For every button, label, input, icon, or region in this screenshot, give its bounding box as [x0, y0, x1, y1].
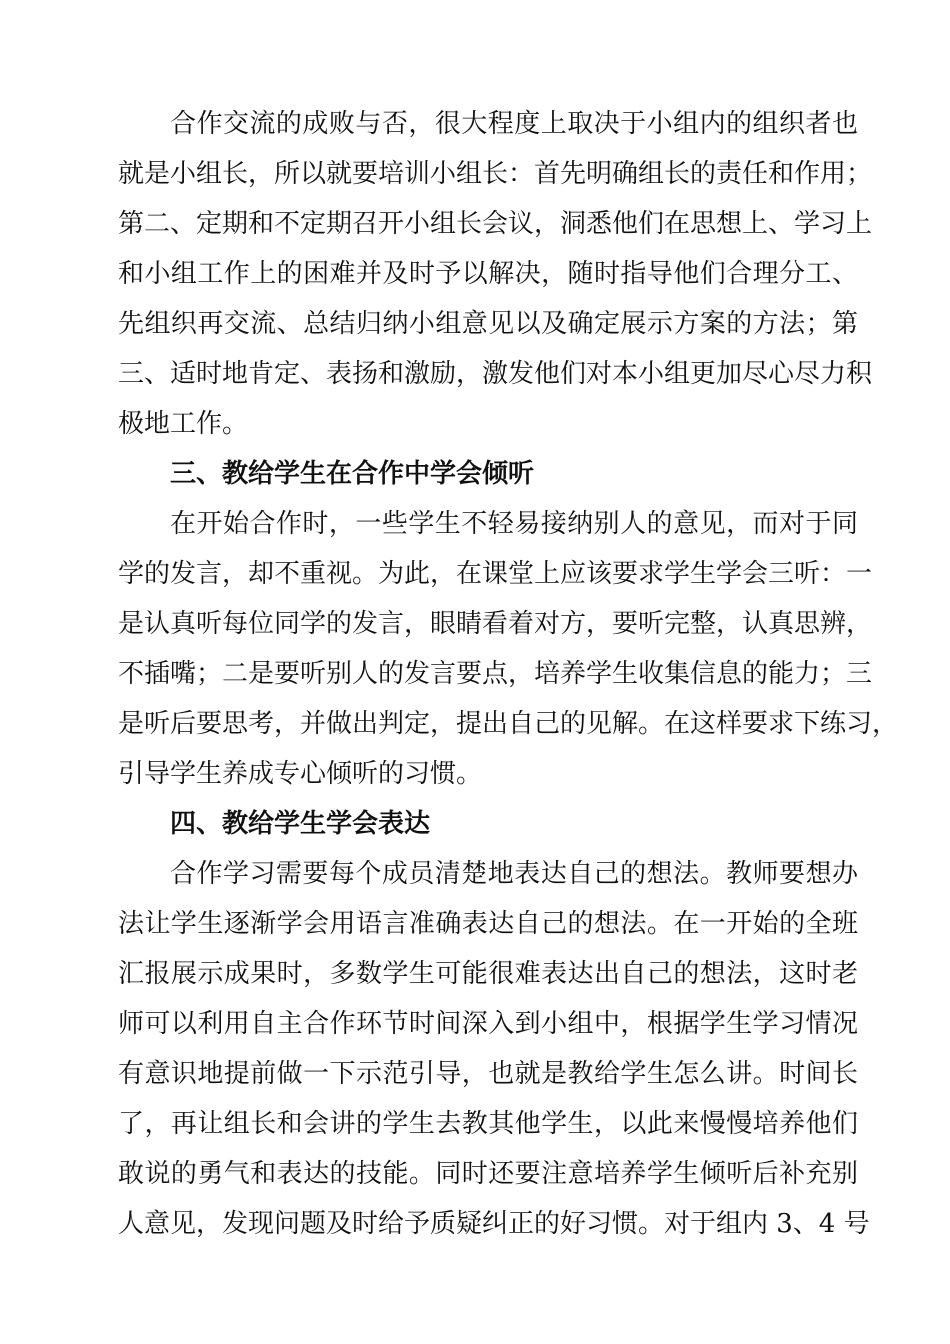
paragraph-line: 了，再让组长和会讲的学生去教其他学生，以此来慢慢培养他们 — [118, 1109, 858, 1139]
paragraph-line: 汇报展示成果时，多数学生可能很难表达出自己的想法，这时老 — [118, 959, 858, 989]
paragraph-line: 有意识地提前做一下示范引导，也就是教给学生怎么讲。时间长 — [118, 1059, 858, 1089]
paragraph-line: 先组织再交流、总结归纳小组意见以及确定展示方案的方法；第 — [118, 309, 858, 339]
paragraph-line: 引导学生养成专心倾听的习惯。 — [118, 759, 483, 789]
paragraph-line: 学的发言，却不重视。为此，在课堂上应该要求学生学会三听：一 — [118, 559, 873, 589]
paragraph-line: 敢说的勇气和表达的技能。同时还要注意培养学生倾听后补充别 — [118, 1159, 858, 1189]
paragraph-line: 合作交流的成败与否，很大程度上取决于小组内的组织者也 — [170, 109, 858, 139]
paragraph-line: 人意见，发现问题及时给予质疑纠正的好习惯。对于组内 3、4 号 — [118, 1209, 870, 1239]
paragraph-line: 三、适时地肯定、表扬和激励，激发他们对本小组更加尽心尽力积 — [118, 359, 873, 389]
paragraph-line: 不插嘴；二是要听别人的发言要点，培养学生收集信息的能力；三 — [118, 659, 873, 689]
paragraph-line: 师可以利用自主合作环节时间深入到小组中，根据学生学习情况 — [118, 1009, 858, 1039]
paragraph-line: 极地工作。 — [118, 409, 249, 439]
paragraph-line: 第二、定期和不定期召开小组长会议，洞悉他们在思想上、学习上 — [118, 209, 873, 239]
section-heading: 四、教给学生学会表达 — [170, 809, 431, 839]
paragraph-line: 和小组工作上的困难并及时予以解决，随时指导他们合理分工、 — [118, 259, 858, 289]
paragraph-line: 在开始合作时，一些学生不轻易接纳别人的意见，而对于同 — [170, 509, 858, 539]
paragraph-line: 就是小组长，所以就要培训小组长：首先明确组长的责任和作用； — [118, 159, 873, 189]
paragraph-line: 合作学习需要每个成员清楚地表达自己的想法。教师要想办 — [170, 859, 858, 889]
paragraph-line: 是认真听每位同学的发言，眼睛看着对方，要听完整，认真思辨， — [118, 609, 873, 639]
section-heading: 三、教给学生在合作中学会倾听 — [170, 459, 535, 489]
paragraph-line: 是听后要思考，并做出判定，提出自己的见解。在这样要求下练习， — [118, 709, 899, 739]
paragraph-line: 法让学生逐渐学会用语言准确表达自己的想法。在一开始的全班 — [118, 909, 858, 939]
